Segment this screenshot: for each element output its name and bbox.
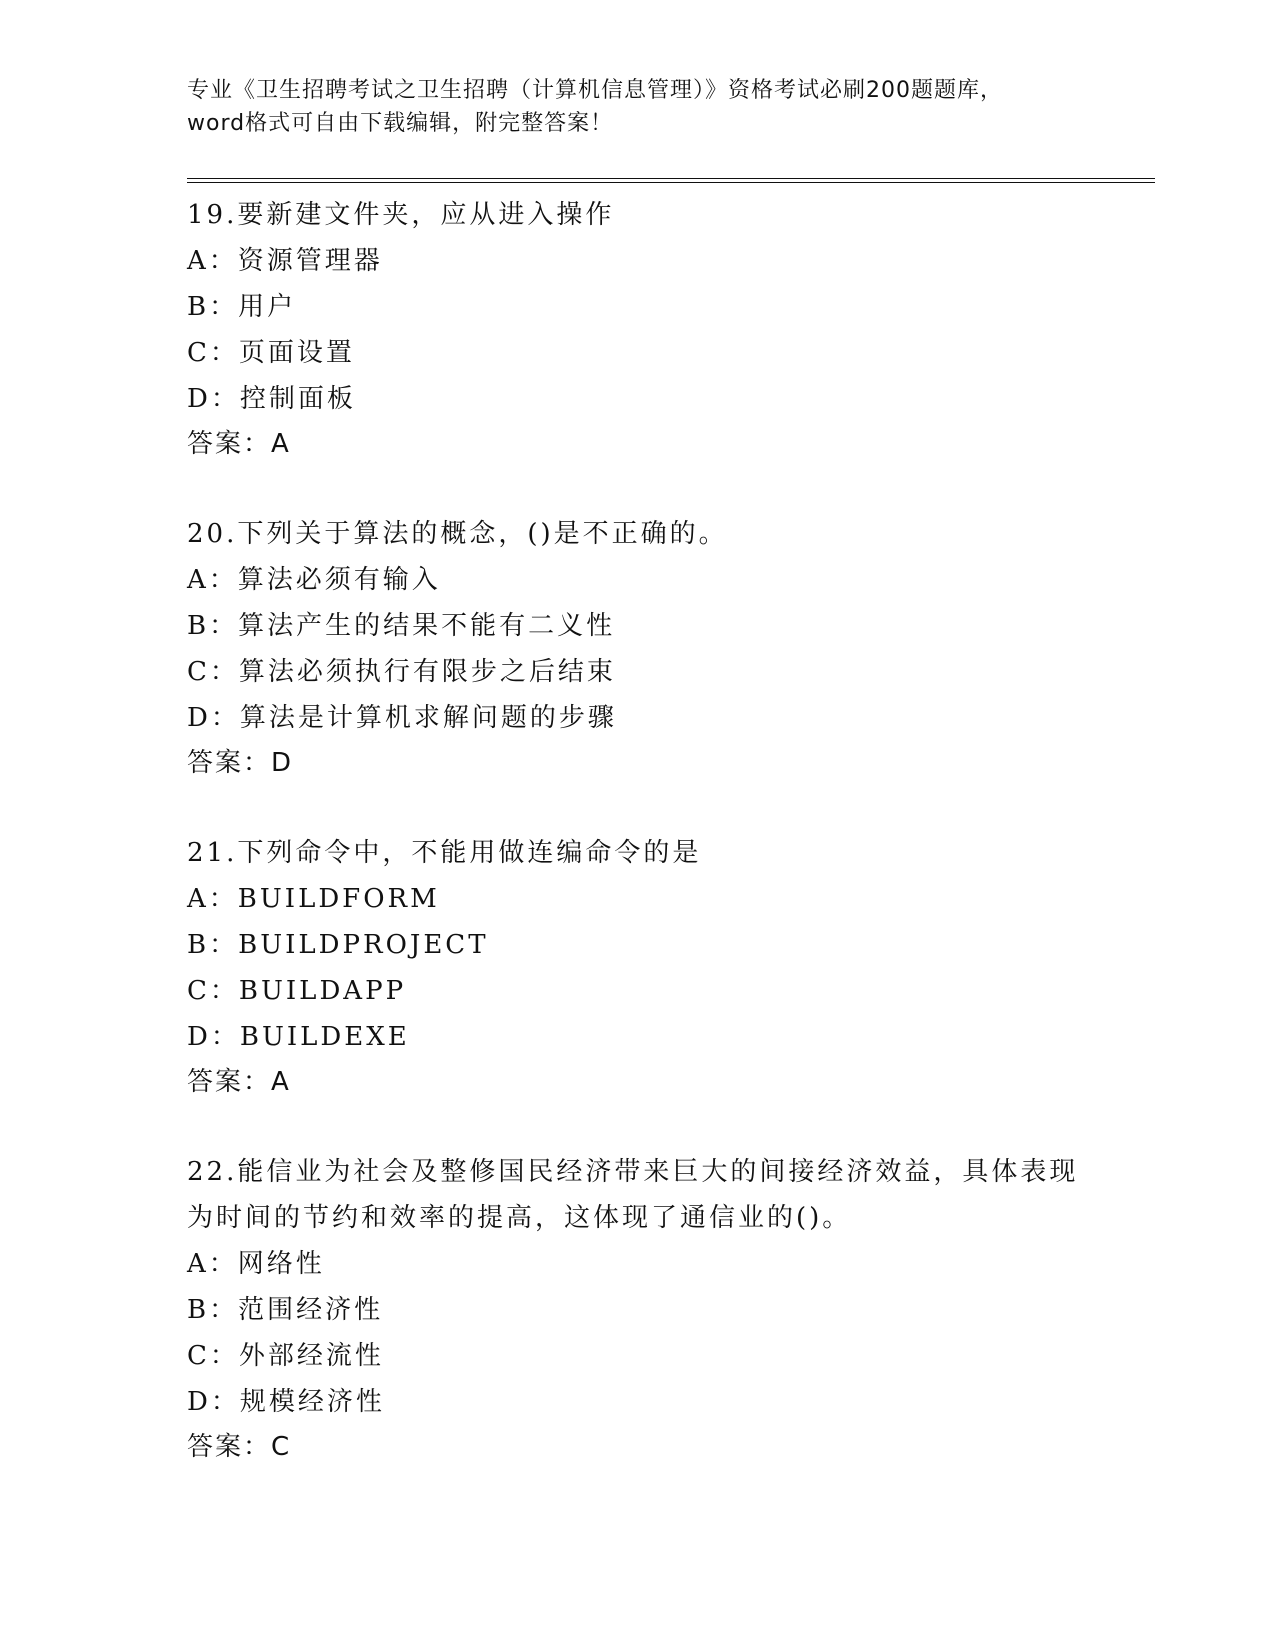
header-double-rule: [187, 178, 1155, 183]
question-text: 19.要新建文件夹，应从进入操作: [187, 200, 615, 230]
option-d: D：算法是计算机求解问题的步骤: [187, 703, 617, 733]
answer-line: 答案：D: [187, 748, 294, 778]
question-22: [187, 1149, 1087, 1469]
question-21: [187, 830, 1087, 1104]
answer-line: 答案：C: [187, 1432, 292, 1462]
answer-line: 答案：A: [187, 1067, 291, 1097]
option-c: C：算法必须执行有限步之后结束: [187, 657, 616, 687]
question-text: 20.下列关于算法的概念，()是不正确的。: [187, 519, 728, 549]
question-text-line-1: 22.能信业为社会及整修国民经济带来巨大的间接经济效益，具体表现: [187, 1157, 1079, 1187]
header-title-line-1: 专业《卫生招聘考试之卫生招聘（计算机信息管理）》资格考试必刷200题题库，: [187, 78, 1003, 103]
option-a: A：BUILDFORM: [187, 884, 440, 914]
option-d: D：规模经济性: [187, 1387, 385, 1417]
option-b: B：算法产生的结果不能有二义性: [187, 611, 616, 641]
question-text-line-2: 为时间的节约和效率的提高，这体现了通信业的()。: [187, 1203, 852, 1233]
option-c: C：BUILDAPP: [187, 976, 407, 1006]
option-a: A：资源管理器: [187, 246, 383, 276]
option-a: A：算法必须有输入: [187, 565, 441, 595]
option-c: C：页面设置: [187, 338, 355, 368]
document-header: [187, 74, 1087, 140]
question-19: [187, 192, 1087, 466]
question-20: [187, 511, 1087, 785]
option-b: B：范围经济性: [187, 1295, 384, 1325]
option-c: C：外部经流性: [187, 1341, 384, 1371]
option-d: D：控制面板: [187, 384, 356, 414]
option-b: B：BUILDPROJECT: [187, 930, 489, 960]
option-d: D：BUILDEXE: [187, 1022, 410, 1052]
answer-line: 答案：A: [187, 429, 291, 459]
header-title-line-2: word格式可自由下载编辑，附完整答案！: [187, 111, 614, 136]
option-b: B：用户: [187, 292, 297, 322]
question-list: [187, 192, 1087, 1514]
question-text: 21.下列命令中，不能用做连编命令的是: [187, 838, 702, 868]
option-a: A：网络性: [187, 1249, 325, 1279]
